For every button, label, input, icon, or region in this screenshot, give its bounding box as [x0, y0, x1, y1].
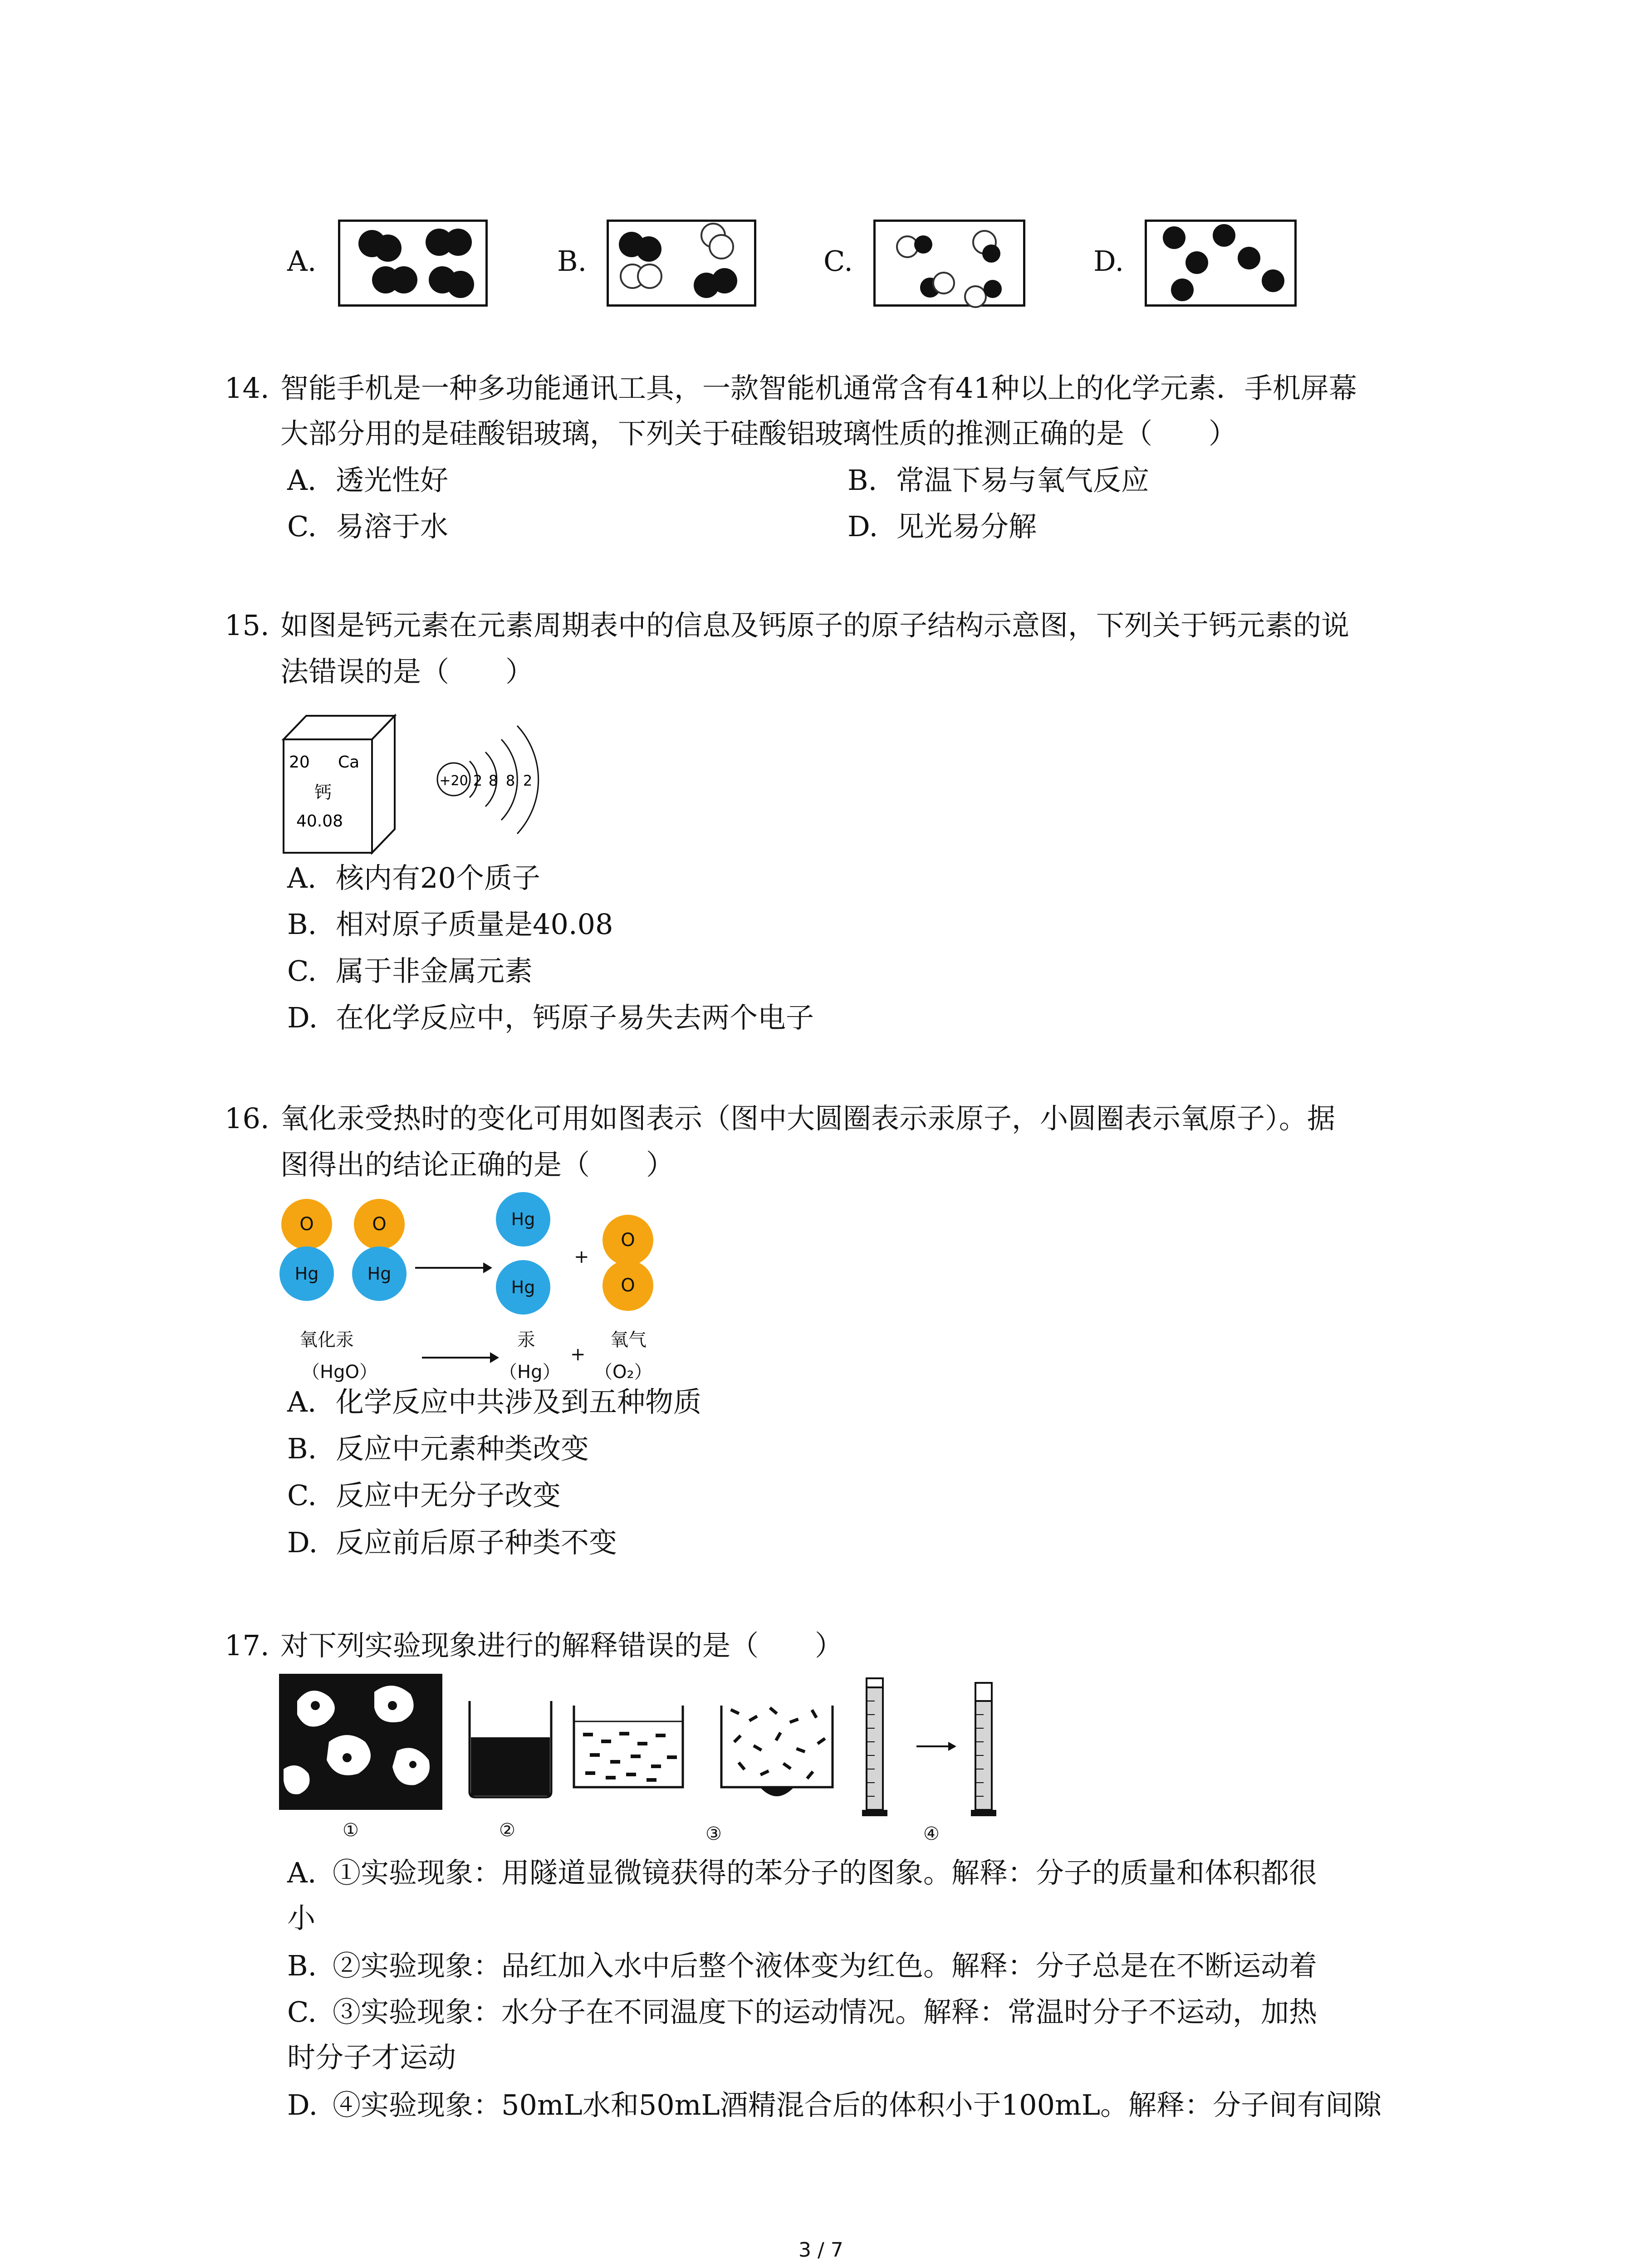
q14-stem-line2: 大部分用的是硅酸铝玻璃，下列关于硅酸铝玻璃性质的推测正确的是（ ） — [280, 417, 1237, 450]
mercury-atom: Hg — [279, 1246, 334, 1301]
figure-label-2: ② — [499, 1820, 515, 1841]
q15-option-b-text: 相对原子质量是40.08 — [336, 908, 613, 941]
oxygen-atom: O — [603, 1215, 653, 1266]
q14-option-c-label: C. — [287, 510, 317, 543]
q14-option-b-text: 常温下易与氧气反应 — [896, 464, 1150, 497]
q16-option-a-label: A. — [287, 1385, 317, 1418]
q15-option-a-label: A. — [287, 861, 317, 894]
black-particle — [984, 280, 1002, 298]
figure-label-4: ④ — [923, 1823, 940, 1844]
plus-sign: + — [570, 1344, 586, 1365]
q17-option-a-line1: ①实验现象：用隧道显微镜获得的苯分子的图象。解释：分子的质量和体积都很 — [333, 1856, 1318, 1889]
q13-option-b-figure — [607, 220, 756, 307]
q17-stem: 对下列实验现象进行的解释错误的是（ ） — [280, 1629, 843, 1662]
black-particle — [374, 235, 402, 262]
oxygen-atom: O — [281, 1199, 332, 1250]
q17-option-b-line1: ②实验现象：品红加入水中后整个液体变为红色。解释：分子总是在不断运动着 — [333, 1949, 1318, 1982]
graduated-cylinders-figure — [857, 1674, 1030, 1823]
mercury-atom: Hg — [496, 1260, 550, 1315]
white-particle — [932, 272, 955, 294]
black-particle — [914, 235, 932, 254]
q15-stem-line1: 如图是钙元素在元素周期表中的信息及钙原子的原子结构示意图，下列关于钙元素的说 — [280, 609, 1350, 642]
black-particle — [1163, 226, 1185, 249]
cell-atomic-mass: 40.08 — [296, 812, 343, 831]
q14-number: 14. — [225, 371, 269, 405]
cell-atomic-number: 20 — [289, 753, 310, 772]
black-particle — [982, 244, 1000, 263]
q16-number: 16. — [225, 1102, 269, 1135]
oxygen-atom: O — [354, 1199, 405, 1250]
q14-option-c-text: 易溶于水 — [336, 510, 449, 543]
shell-3-electrons: 8 — [505, 772, 515, 789]
beaker-dye-figure — [465, 1696, 556, 1801]
q17-number: 17. — [225, 1629, 269, 1662]
shell-1-electrons: 2 — [473, 772, 483, 789]
hgo-name: 氧化汞 — [299, 1330, 354, 1350]
q15-option-c-text: 属于非金属元素 — [336, 954, 533, 987]
q16-option-a-text: 化学反应中共涉及到五种物质 — [336, 1385, 702, 1418]
mercury-atom: Hg — [352, 1246, 407, 1301]
cylinder-after — [971, 1683, 996, 1816]
black-particle — [1171, 279, 1194, 301]
q16-option-d-text: 反应前后原子种类不变 — [336, 1526, 617, 1559]
q13-option-d-label: D. — [1093, 244, 1124, 278]
hg-name: 汞 — [517, 1330, 535, 1350]
black-particle — [1262, 269, 1284, 292]
q16-option-b-label: B. — [287, 1432, 317, 1465]
q13-option-a-figure — [338, 220, 488, 307]
hgo-formula: （HgO） — [302, 1362, 377, 1383]
q13-option-c-figure — [873, 220, 1025, 307]
hg-formula: （Hg） — [499, 1362, 561, 1383]
q16-option-d-label: D. — [287, 1526, 318, 1559]
oxygen-atom: O — [603, 1260, 653, 1311]
black-particle — [445, 229, 472, 256]
q17-option-c-line2: 时分子才运动 — [287, 2041, 456, 2074]
q15-option-c-label: C. — [287, 954, 317, 987]
black-particle — [1213, 224, 1235, 247]
q17-option-a-line2: 小 — [287, 1901, 316, 1935]
reaction-arrow — [415, 1259, 492, 1277]
stm-benzene-image — [279, 1674, 442, 1810]
shell-4-electrons: 2 — [523, 772, 533, 789]
q17-option-c-line1: ③实验现象：水分子在不同温度下的运动情况。解释：常温时分子不运动，加热 — [333, 1995, 1318, 2028]
cylinder-before — [862, 1678, 887, 1816]
calcium-figure — [279, 708, 560, 862]
q17-option-b-label: B. — [287, 1949, 317, 1982]
q15-option-d-label: D. — [287, 1001, 318, 1034]
q15-number: 15. — [225, 609, 269, 642]
white-particle — [637, 264, 662, 289]
nucleus-charge: +20 — [439, 773, 468, 789]
water-molecules-figure — [569, 1696, 851, 1805]
shell-2-electrons: 8 — [488, 772, 498, 789]
q17-option-d-label: D. — [287, 2088, 318, 2121]
q17-option-a-label: A. — [287, 1856, 317, 1889]
black-particle — [1238, 247, 1260, 269]
q14-option-b-label: B. — [847, 464, 877, 497]
mercury-atom: Hg — [496, 1192, 550, 1246]
black-particle — [712, 268, 737, 293]
q16-option-c-text: 反应中无分子改变 — [336, 1479, 561, 1512]
q16-option-c-label: C. — [287, 1479, 317, 1512]
q16-stem-line1: 氧化汞受热时的变化可用如图表示（图中大圆圈表示汞原子，小圆圈表示氧原子）。据 — [280, 1102, 1336, 1135]
figure-label-1: ① — [343, 1820, 359, 1841]
q15-stem-line2: 法错误的是（ ） — [280, 655, 534, 688]
white-particle — [709, 234, 734, 259]
cell-element-name: 钙 — [314, 782, 332, 802]
q14-option-d-text: 见光易分解 — [896, 510, 1037, 543]
q13-option-c-label: C. — [823, 244, 853, 278]
black-particle — [1185, 251, 1208, 274]
o2-name: 氧气 — [610, 1330, 647, 1350]
o2-formula: （O₂） — [594, 1362, 652, 1383]
q14-stem-line1: 智能手机是一种多功能通讯工具，一款智能机通常含有41种以上的化学元素．手机屏幕 — [280, 371, 1357, 405]
q15-option-b-label: B. — [287, 908, 317, 941]
reaction-arrow-labels — [422, 1349, 499, 1367]
q14-option-a-text: 透光性好 — [336, 464, 449, 497]
q14-option-a-label: A. — [287, 464, 317, 497]
q13-option-a-label: A. — [287, 244, 317, 278]
plus-sign: + — [574, 1246, 589, 1267]
page-number: 3 / 7 — [798, 2239, 843, 2262]
q17-option-d-line1: ④实验现象：50mL水和50mL酒精混合后的体积小于100mL。解释：分子间有间隙 — [333, 2088, 1382, 2121]
black-particle — [447, 271, 474, 298]
q16-option-b-text: 反应中元素种类改变 — [336, 1432, 589, 1465]
q15-option-d-text: 在化学反应中，钙原子易失去两个电子 — [336, 1001, 814, 1034]
q13-option-b-label: B. — [557, 244, 587, 278]
q17-option-c-label: C. — [287, 1995, 317, 2028]
atom-structure — [437, 726, 539, 834]
black-particle — [636, 236, 661, 262]
q14-option-d-label: D. — [847, 510, 878, 543]
q15-option-a-text: 核内有20个质子 — [336, 861, 540, 894]
q13-option-d-figure — [1145, 220, 1297, 307]
black-particle — [390, 266, 417, 293]
figure-label-3: ③ — [705, 1823, 722, 1844]
q16-stem-line2: 图得出的结论正确的是（ ） — [280, 1148, 675, 1181]
cell-symbol: Ca — [338, 753, 360, 772]
periodic-cell — [284, 716, 395, 853]
